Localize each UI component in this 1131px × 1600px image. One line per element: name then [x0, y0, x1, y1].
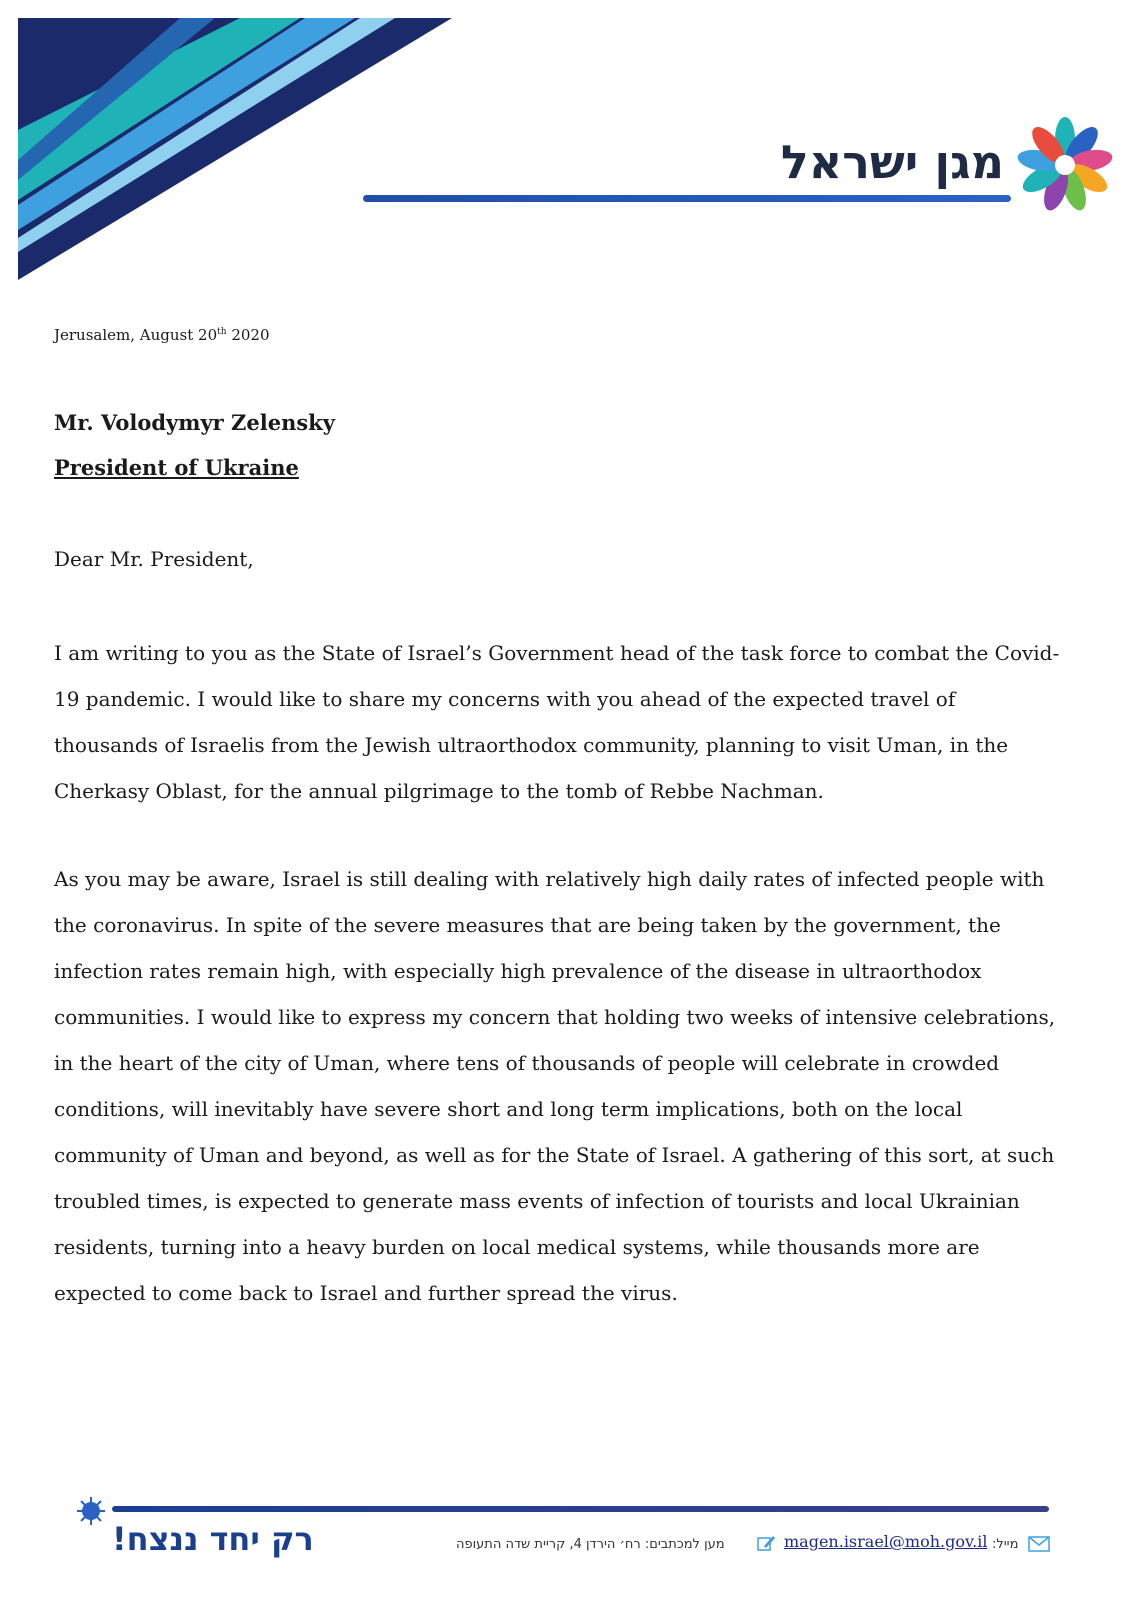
header-corner-graphic	[0, 0, 480, 300]
header-divider-line	[363, 195, 1011, 202]
body-paragraph-1: I am writing to you as the State of Israel’s Government head of the task force to combat the Covid-19 pandemic. I would like to share my concerns with you ahead of the expected travel of thousands of Israelis from the Jewish ultraorthodox community, planning to visit Uman, in the Cherkasy Oblast, for the annual pilgrimage to the tomb of Rebbe Nachman.	[54, 641, 1060, 803]
footer-email-label: מייל:	[992, 1537, 1019, 1552]
footer-divider-line	[112, 1506, 1049, 1512]
body-paragraph-2: As you may be aware, Israel is still dealing with relatively high daily rates of infected people with the coronavirus. In spite of the severe measures that are being taken by the government, the infection rates remain high, with especially high prevalence of the disease in ultraorthodox communities. I would like to express my concern that holding two weeks of intensive celebrations, in the heart of the city of Uman, where tens of thousands of people will celebrate in crowded conditions, will inevitably have severe short and long term implications, both on the local community of Uman and beyond, as well as for the State of Israel. A gathering of this sort, at such troubled times, is expected to generate mass events of infection of tourists and local Ukrainian residents, turning into a heavy burden on local medical systems, while thousands more are expected to come back to Israel and further spread the virus.	[54, 867, 1056, 1305]
salutation: Dear Mr. President,	[54, 547, 254, 571]
logo-wordmark: מגן ישראל	[780, 135, 1004, 189]
hands-logo-icon	[1015, 115, 1115, 215]
virus-icon	[75, 1495, 107, 1527]
letter-date: Jerusalem, August 20th 2020	[54, 326, 270, 344]
mail-icon	[1028, 1536, 1050, 1552]
footer-slogan: רק יחד ננצח!	[112, 1520, 314, 1558]
footer-address: מען למכתבים: רח׳ הירדן 4, קריית שדה התעופה	[456, 1537, 725, 1552]
footer-email-link[interactable]: magen.israel@moh.gov.il	[784, 1532, 988, 1551]
recipient-title: President of Ukraine	[54, 455, 299, 480]
recipient-name: Mr. Volodymyr Zelensky	[54, 410, 335, 435]
pen-icon	[756, 1533, 776, 1553]
